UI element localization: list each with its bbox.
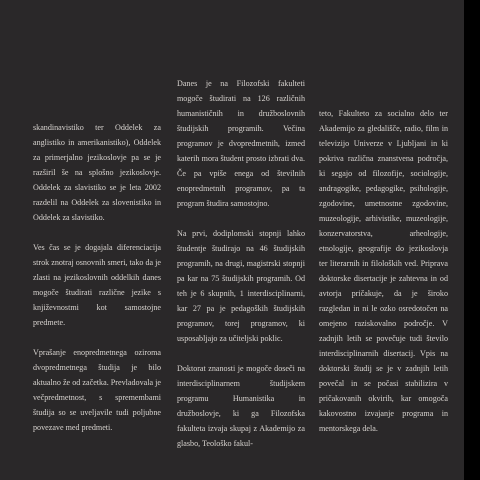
- paragraph: Ves čas se je dogajala diferenciacija strok znotraj osnovnih smeri, tako da je zlasti na jezikoslovnih oddelkih danes mogoče študirati različne jezike s književnostmi kot samostojne predmete.: [33, 243, 161, 327]
- paragraph: Doktorat znanosti je mogoče doseči na interdisciplinarnem študijskem programu Humanistika in družboslovje, ki ga Filozofska fakulteta izvaja skupaj z Akademijo za glasbo, Teološko fakul-: [177, 364, 305, 448]
- text-column-2: [177, 76, 305, 451]
- paragraph: teto, Fakulteto za socialno delo ter Akademijo za gledališče, radio, film in televizijo Univerze v Ljubljani in ki pokriva različna znanstvena področja, ki segajo od filozofije, sociologije, andragogike, pedagogike, psihologije, zgodovine, umetnostne zgodovine, muzeologije, arhivistike, muzeologije, konzervatorstva, arheologije, etnologije, geografije do jezikoslovja ter literarnih in filoloških ved. Priprava doktorske disertacije je zahtevna in od avtorja pričakuje, da je široko razgledan in ni le ozko osredotočen na omejeno raziskovalno področje. V zadnjih letih se povečuje tudi število interdisciplinarnih disertacij. Vpis na doktorski študij se je v zadnjih letih povečal in se počasi stabilizira v pričakovanih okvirih, kar omogoča kakovostno izvajanje programa in mentorskega dela.: [319, 109, 448, 433]
- text-column-3: [319, 106, 448, 436]
- paragraph: skandinavistiko ter Oddelek za anglistiko in amerikanistiko), Oddelek za primerjalno jezikoslovje pa se je razširil še na splošno jezikoslovje. Oddelek za slavistiko se je leta 2002 razdelil na Oddelek za slovenistiko in Oddelek za slavistiko.: [33, 123, 161, 222]
- paragraph: Na prvi, dodiplomski stopnji lahko študentje študirajo na 46 študijskih programih, na drugi, magistrski stopnji pa kar na 75 študijskih programih. Od teh je 6 skupnih, 1 interdisciplinarni, kar 27 pa je pedagoških študijskih programov, torej programov, ki usposabljajo za učiteljski poklic.: [177, 229, 305, 343]
- paragraph: Danes je na Filozofski fakulteti mogoče študirati na 126 različnih humanističnih in družboslovnih študijskih programih. Večina programov je dvopredmetnih, izmed katerih mora študent prosto izbrati dva. Če pa vpiše enega od številnih enopredmetnih programov, pa ta program študira samostojno.: [177, 79, 305, 208]
- paragraph: Vprašanje enopredmetnega oziroma dvopredmetnega študija je bilo aktualno že od začetka. Prevladovala je večpredmetnost, s spremembami študija so se uveljavile tudi poljubne povezave med predmeti.: [33, 348, 161, 432]
- page-edge-strip: [464, 0, 480, 480]
- text-column-1: [33, 120, 161, 435]
